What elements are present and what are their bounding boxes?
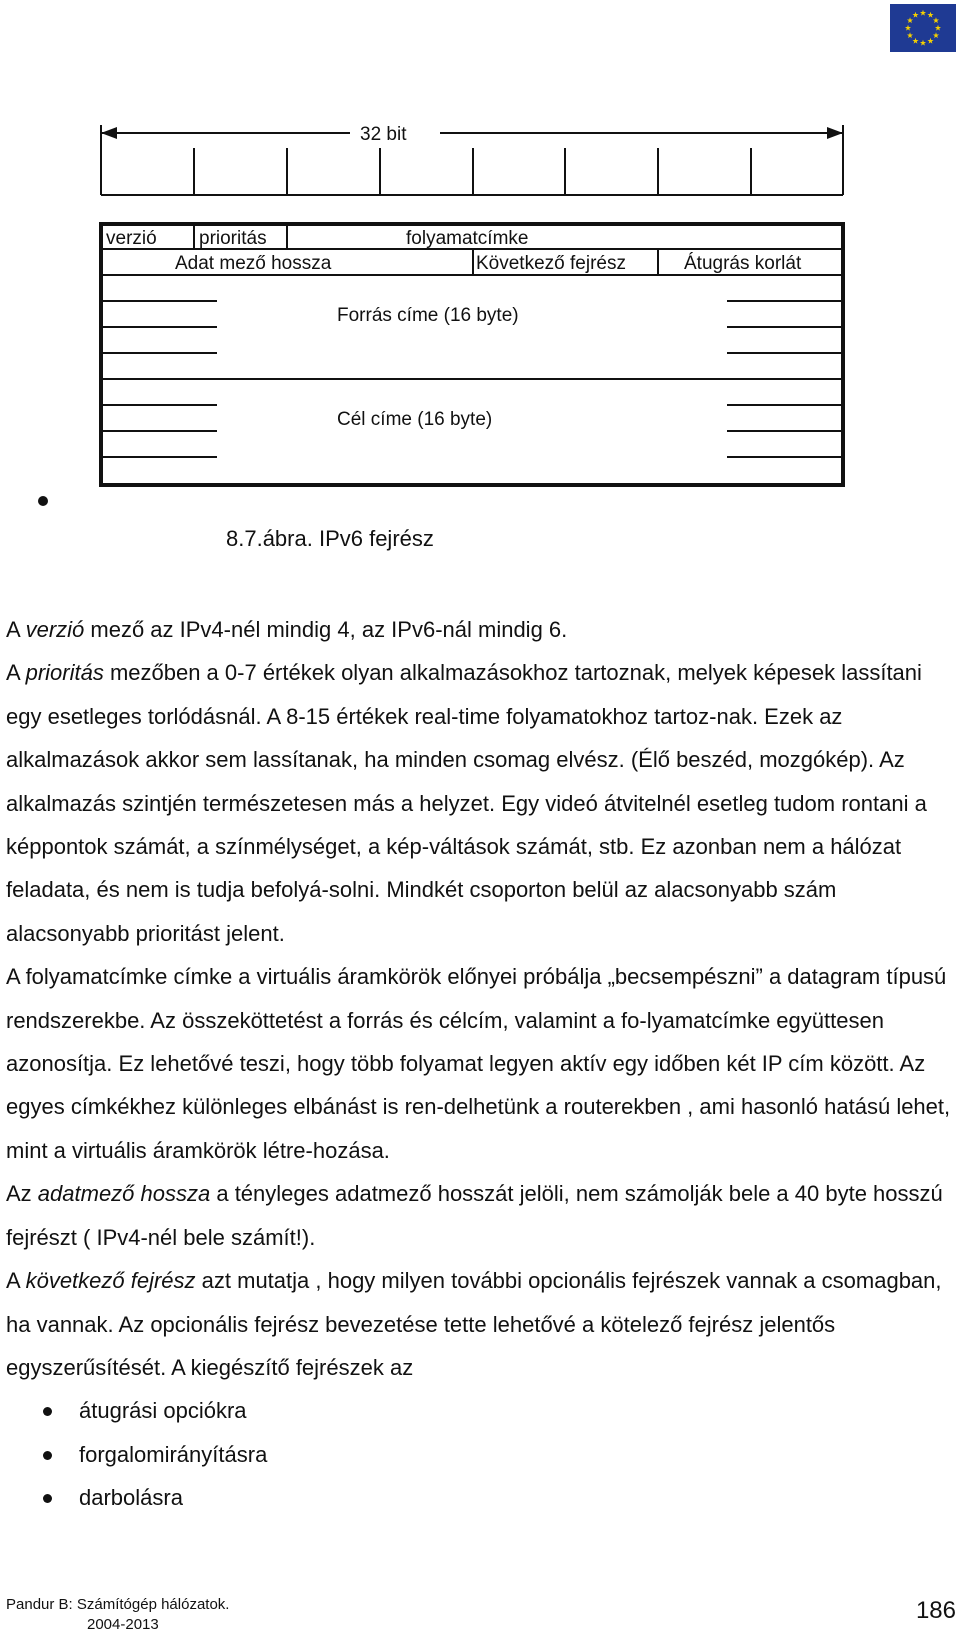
field-payload-length: Adat mező hossza — [175, 253, 332, 274]
footer-title: Pandur B: Számítógép hálózatok. — [6, 1596, 230, 1613]
figure-caption: 8.7.ábra. IPv6 fejrész — [226, 526, 434, 551]
page-number: 186 — [915, 1597, 956, 1624]
stray-bullet — [38, 496, 48, 506]
paragraph-version: A verzió mező az IPv4-nél mindig 4, az IPv6-nál mindig 6. — [6, 617, 568, 642]
field-version: verzió — [106, 228, 157, 249]
paragraph-flow-label: A folyamatcímke címke a virtuális áramkörök előnyei próbálja „becsempészni” a datagram típusú rendszerekbe. Az összeköttetést a forrás és célcím, valamint a fo-lyamatcímke együttesen azonosítja. Ez lehetővé teszi, hogy több folyamat legyen aktív egy időben két IP cím között. Az egyes címkékhez különleges elbánást is ren-delhetünk a routerekben , ami hasonló hatású lehet, mint a virtuális áramkörök létre-hozása. — [6, 964, 951, 1163]
ipv6-header-diagram — [0, 0, 960, 500]
paragraph-next-header: A következő fejrész azt mutatja , hogy milyen további opcionális fejrészek vannak a csomagban, ha vannak. Az opcionális fejrész bevezetése tette lehetővé a kötelező fejrész jelentős egyszerűsítését. A kiegészítő fejrészek az — [6, 1268, 942, 1380]
list-item: átugrási opciókra — [6, 1389, 956, 1432]
field-source-address: Forrás címe (16 byte) — [337, 305, 519, 326]
list-item: forgalomirányításra — [6, 1433, 956, 1476]
field-destination-address: Cél címe (16 byte) — [337, 409, 493, 430]
field-priority: prioritás — [199, 228, 267, 249]
arrowhead-right — [827, 127, 843, 139]
field-next-header: Következő fejrész — [476, 253, 626, 274]
arrowhead-left — [101, 127, 117, 139]
field-flow-label: folyamatcímke — [406, 228, 529, 249]
bit-width-label: 32 bit — [360, 124, 407, 145]
paragraph-payload-length: Az adatmező hossza a tényleges adatmező hosszát jelöli, nem számolják bele a 40 byte hosszú fejrészt ( IPv4-nél bele számít!). — [6, 1181, 943, 1250]
field-hop-limit: Átugrás korlát — [684, 253, 802, 274]
footer-source — [6, 1595, 229, 1635]
list-item: darbolásra — [6, 1476, 956, 1519]
extension-header-list — [6, 1389, 956, 1519]
footer-years: 2004-2013 — [87, 1616, 159, 1633]
paragraph-priority: A prioritás mezőben a 0-7 értékek olyan alkalmazásokhoz tartoznak, melyek képesek lassítani egy esetleges torlódásnál. A 8-15 értékek real-time folyamatokhoz tartoz-nak. Ezek az alkalmazások akkor sem lassítanak, ha minden csomag elvész. (Élő beszéd, mozgókép). Az alkalmazás szintjén természetesen más a helyzet. Egy videó átvitelnél esetleg tudom rontani a képpontok számát, a színmélységet, a kép-váltások számát, stb. Ez azonban nem a hálózat feladata, és nem is tudja befolyá-solni. Mindkét csoporton belül az alacsonyabb szám alacsonyabb prioritást jelent. — [6, 660, 927, 946]
body-text — [6, 608, 956, 1520]
